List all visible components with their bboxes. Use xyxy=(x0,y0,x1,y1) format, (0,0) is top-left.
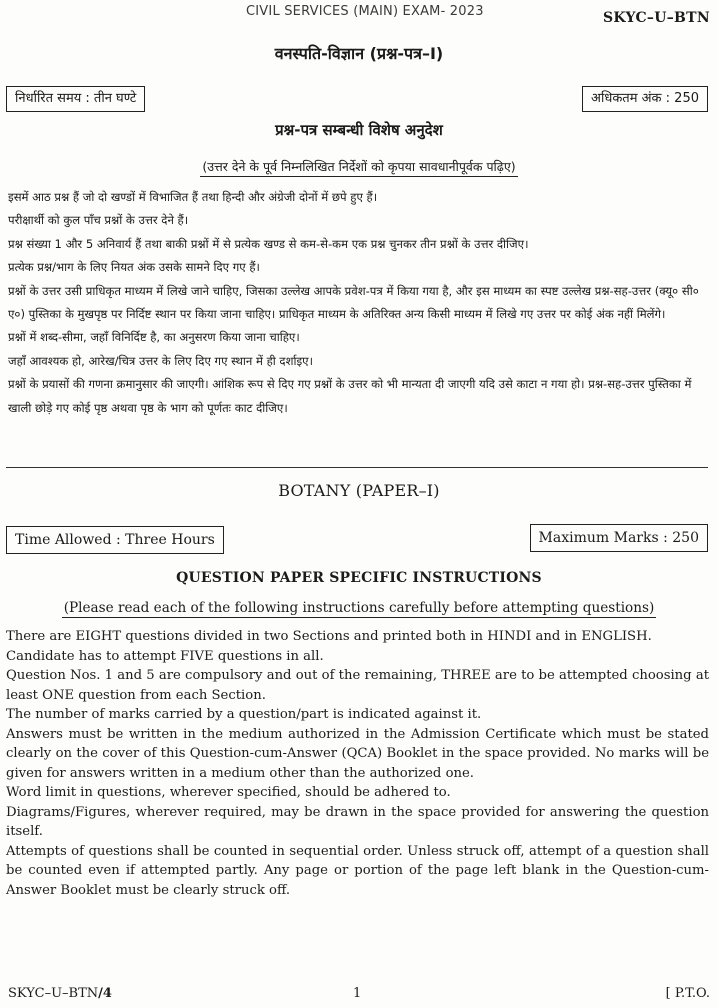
hindi-instructions-subheading-text: (उत्तर देने के पूर्व निम्नलिखित निर्देशों को कृपया सावधानीपूर्वक पढ़िए) xyxy=(200,159,517,177)
section-divider xyxy=(6,467,708,468)
footer-paper-code xyxy=(8,986,112,1001)
english-time-allowed-box: Time Allowed : Three Hours xyxy=(6,526,224,554)
english-max-marks-box: Maximum Marks : 250 xyxy=(530,524,708,552)
english-instructions-subheading xyxy=(0,600,718,616)
english-instructions-list xyxy=(6,627,709,900)
pto-marker: [ P.T.O. xyxy=(665,986,710,1001)
hindi-instruction: प्रश्नों में शब्द-सीमा, जहाँ विनिर्दिष्ट है, का अनुसरण किया जाना चाहिए। xyxy=(8,330,300,345)
english-instruction: Diagrams/Figures, wherever required, may be drawn in the space provided for answering the question itself. xyxy=(6,804,709,839)
paper-code: SKYC–U–BTN xyxy=(602,10,710,26)
english-instruction: Word limit in questions, wherever specified, should be adhered to. xyxy=(6,785,451,800)
hindi-instructions-heading: प्रश्न-पत्र सम्बन्धी विशेष अनुदेश xyxy=(275,121,443,139)
footer-sheet: /4 xyxy=(98,986,112,1001)
hindi-instruction: प्रत्येक प्रश्न/भाग के लिए नियत अंक उसके सामने दिए गए हैं। xyxy=(8,260,260,275)
english-paper-title: BOTANY (PAPER–I) xyxy=(278,481,440,500)
hindi-max-marks-box: अधिकतम अंक : 250 xyxy=(582,86,708,112)
hindi-paper-title: वनस्पति-विज्ञान (प्रश्न-पत्र–I) xyxy=(274,44,444,63)
english-instruction: The number of marks carried by a question/part is indicated against it. xyxy=(6,707,482,722)
english-instruction: There are EIGHT questions divided in two Sections and printed both in HINDI and in ENGLISH. xyxy=(6,629,652,644)
hindi-instruction: परीक्षार्थी को कुल पाँच प्रश्नों के उत्तर देने हैं। xyxy=(8,213,189,228)
hindi-instruction: इसमें आठ प्रश्न हैं जो दो खण्डों में विभाजित हैं तथा हिन्दी और अंग्रेजी दोनों में छपे हुए हैं। xyxy=(8,190,378,204)
english-instruction: Attempts of questions shall be counted in sequential order. Unless struck off, attempt of a question shall be counted even if attempted partly. Any page or portion of the page left blank in the Question-cum-Answer Booklet must be clearly struck off. xyxy=(6,843,709,898)
page-number: 1 xyxy=(353,986,362,1001)
english-instruction: Candidate has to attempt FIVE questions in all. xyxy=(6,648,324,664)
english-instructions-heading: QUESTION PAPER SPECIFIC INSTRUCTIONS xyxy=(176,570,542,586)
hindi-instruction: प्रश्नों के प्रयासों की गणना क्रमानुसार की जाएगी। आंशिक रूप से दिए गए प्रश्नों के उत्तर को भी मान्यता दी जाएगी यदि उसे काटा न गया हो। प्रश्न-सह-उत्तर पुस्तिका में खाली छोड़े गए कोई पृष्ठ अथवा पृष्ठ के भाग को पूर्णतः काट दीजिए। xyxy=(8,377,692,415)
footer-code: SKYC–U–BTN xyxy=(8,986,99,1001)
hindi-instruction: जहाँ आवश्यक हो, आरेख/चित्र उत्तर के लिए दिए गए स्थान में ही दर्शाइए। xyxy=(8,353,313,368)
english-instructions-subheading-text: (Please read each of the following instructions carefully before attempting questions) xyxy=(63,600,655,616)
english-instruction: Question Nos. 1 and 5 are compulsory and out of the remaining, THREE are to be attempted choosing at least ONE question from each Section. xyxy=(6,668,709,703)
hindi-time-allowed-box: निर्धारित समय : तीन घण्टे xyxy=(6,86,145,112)
exam-name-stamp: CIVIL SERVICES (MAIN) EXAM- 2023 xyxy=(246,4,484,19)
hindi-instructions-subheading xyxy=(0,158,718,175)
hindi-instructions-list xyxy=(8,186,708,420)
hindi-instruction: प्रश्नों के उत्तर उसी प्राधिकृत माध्यम में लिखे जाने चाहिए, जिसका उल्लेख आपके प्रवेश-पत्र में किया गया है, और इस माध्यम का स्पष्ट उल्लेख प्रश्न-सह-उत्तर (क्यू० सी० ए०) पुस्तिका के मुखपृष्ठ पर निर्दिष्ट स्थान पर किया जाना चाहिए। प्राधिकृत माध्यम के अतिरिक्त अन्य किसी माध्यम में लिखे गए उत्तर पर कोई अंक नहीं मिलेंगे। xyxy=(8,283,699,322)
english-instruction: Answers must be written in the medium authorized in the Admission Certificate which must be stated clearly on the cover of this Question-cum-Answer (QCA) Booklet in the space provided. No marks will be given for answers written in a medium other than the authorized one. xyxy=(6,726,709,781)
hindi-instruction: प्रश्न संख्या 1 और 5 अनिवार्य हैं तथा बाकी प्रश्नों में से प्रत्येक खण्ड से कम-से-कम एक प्रश्न चुनकर तीन प्रश्नों के उत्तर दीजिए। xyxy=(8,236,529,251)
